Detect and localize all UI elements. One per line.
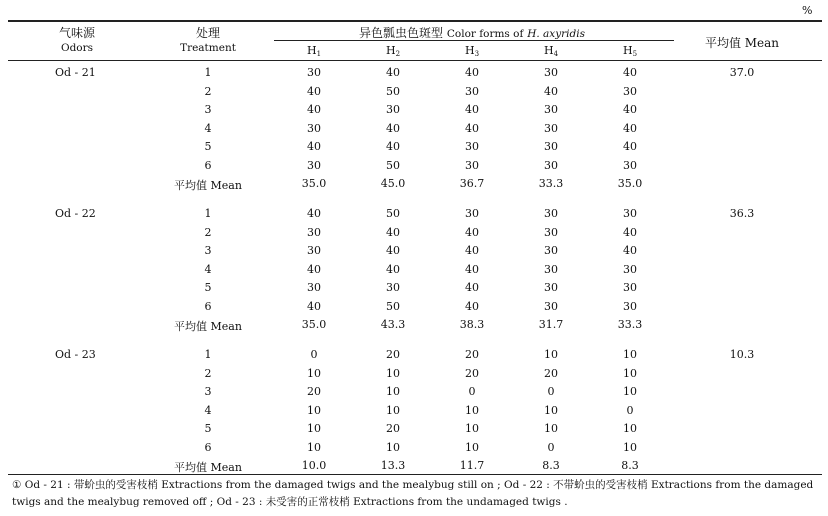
- table-cell: 0: [547, 440, 555, 454]
- treatment-number: 2: [204, 84, 212, 98]
- h-column-base: H: [464, 44, 475, 57]
- table-cell: 30: [544, 299, 558, 313]
- table-cell: 30: [386, 281, 400, 294]
- table-cell: 30: [465, 140, 479, 153]
- table-cell: 10: [386, 385, 400, 398]
- table-cell: 30: [623, 84, 637, 98]
- group-mean-value: 31.7: [538, 318, 564, 331]
- table-cell: 30: [386, 103, 400, 116]
- table-cell: 10: [623, 348, 637, 361]
- table-cell: 50: [386, 299, 400, 313]
- table-cell: 10: [307, 422, 321, 435]
- table-cell: 30: [544, 140, 558, 153]
- table-cell: 40: [386, 244, 400, 257]
- table-cell: 40: [465, 103, 479, 116]
- table-cell: 10: [307, 366, 321, 380]
- group-mean-value: 33.3: [538, 177, 564, 190]
- table-cell: 40: [307, 103, 321, 116]
- top-rule: [8, 20, 822, 22]
- group-mean-value: 35.0: [301, 318, 327, 331]
- group-mean-value: 43.3: [380, 318, 406, 331]
- footnote: ① Od - 21 : 带蚧虫的受害枝梢 Extractions from the damaged twigs and the mealybug still on ; Od - 22 : 不带蚧虫的受害枝梢 Extractions from the damaged twigs and the mealybug removed off ; Od - 23 : 未受害的正常枝梢 Extractions from the undamaged twigs .: [12, 479, 814, 508]
- h-column-header: [465, 44, 479, 58]
- table-cell: 0: [310, 348, 318, 361]
- odor-label: Od - 21: [55, 66, 96, 79]
- treatment-number: 1: [204, 348, 212, 361]
- h-column-base: H: [543, 44, 554, 57]
- table-cell: 30: [544, 121, 558, 135]
- table-cell: 40: [544, 84, 558, 98]
- species-name: H. axyridis: [527, 28, 585, 40]
- table-cell: 30: [307, 158, 321, 172]
- odor-label: Od - 22: [55, 207, 96, 220]
- table-cell: 40: [307, 84, 321, 98]
- table-cell: 40: [623, 225, 637, 239]
- group-mean-value: 45.0: [380, 177, 406, 190]
- table-cell: 30: [307, 244, 321, 257]
- treatment-number: 4: [204, 121, 212, 135]
- treatment-number: 4: [204, 262, 212, 276]
- h-column-header: [623, 44, 637, 58]
- color-forms-en: Color forms of: [446, 28, 524, 40]
- table-cell: 40: [623, 244, 637, 257]
- table-cell: 0: [626, 403, 634, 417]
- table-cell: 10: [465, 403, 479, 417]
- table-cell: 30: [307, 281, 321, 294]
- h-column-header: [307, 44, 321, 58]
- overall-mean: 10.3: [729, 348, 755, 361]
- table-cell: 50: [386, 84, 400, 98]
- table-cell: 40: [307, 299, 321, 313]
- table-cell: 30: [307, 121, 321, 135]
- color-forms-cn: 异色瓢虫色斑型: [359, 26, 444, 40]
- table-cell: 20: [465, 366, 479, 380]
- table-cell: 40: [386, 66, 400, 79]
- table-cell: 30: [544, 244, 558, 257]
- table-cell: 40: [465, 281, 479, 294]
- table-cell: 40: [465, 299, 479, 313]
- table-cell: 30: [465, 158, 479, 172]
- group-mean-label: 平均值 Mean: [174, 179, 242, 192]
- table-cell: 30: [307, 66, 321, 79]
- treatment-number: 1: [204, 66, 212, 79]
- table-cell: 10: [386, 366, 400, 380]
- table-cell: 50: [386, 158, 400, 172]
- group-mean-value: 33.3: [617, 318, 643, 331]
- color-forms-header: [359, 24, 585, 41]
- header-rule: [8, 60, 822, 61]
- group-mean-value: 13.3: [380, 459, 406, 472]
- overall-mean: 37.0: [729, 66, 755, 79]
- group-mean-label: 平均值 Mean: [174, 320, 242, 333]
- table-cell: 20: [386, 422, 400, 435]
- table-cell: 10: [465, 422, 479, 435]
- table-cell: 40: [465, 225, 479, 239]
- treatment-number: 5: [204, 281, 212, 294]
- table-cell: 30: [623, 158, 637, 172]
- table-cell: 30: [465, 84, 479, 98]
- treatment-number: 3: [204, 244, 212, 257]
- h-column-base: H: [306, 44, 317, 57]
- table-cell: 40: [465, 121, 479, 135]
- group-mean-value: 36.7: [459, 177, 485, 190]
- treatment-number: 6: [204, 440, 212, 454]
- table-cell: 40: [623, 103, 637, 116]
- table-cell: 20: [386, 348, 400, 361]
- treatment-number: 1: [204, 207, 212, 220]
- treatment-header-en: Treatment: [180, 42, 236, 54]
- table-cell: 40: [623, 66, 637, 79]
- table-cell: 30: [623, 281, 637, 294]
- treatment-number: 2: [204, 366, 212, 380]
- table-cell: 10: [544, 422, 558, 435]
- color-forms-underline: [274, 40, 674, 41]
- table-cell: 10: [623, 422, 637, 435]
- treatment-number: 5: [204, 422, 212, 435]
- treatment-number: 6: [204, 299, 212, 313]
- table-cell: 40: [623, 140, 637, 153]
- table-cell: 20: [307, 385, 321, 398]
- table-cell: 10: [386, 403, 400, 417]
- group-mean-value: 10.0: [301, 459, 327, 472]
- table-cell: 40: [623, 121, 637, 135]
- table-cell: 30: [544, 66, 558, 79]
- treatment-header-cn: 处理: [195, 26, 221, 40]
- group-mean-value: 8.3: [621, 459, 639, 472]
- h-column-subscript: 1: [316, 50, 322, 58]
- h-column-header: [544, 44, 558, 58]
- table-cell: 40: [386, 262, 400, 276]
- treatment-number: 3: [204, 385, 212, 398]
- table-cell: 0: [547, 385, 555, 398]
- overall-mean: 36.3: [729, 207, 755, 220]
- h-column-base: H: [385, 44, 396, 57]
- mean-header: 平均值 Mean: [704, 36, 780, 50]
- h-column-subscript: 4: [553, 50, 559, 58]
- table-cell: 10: [465, 440, 479, 454]
- treatment-number: 6: [204, 158, 212, 172]
- table-cell: 40: [465, 244, 479, 257]
- odor-label: Od - 23: [55, 348, 96, 361]
- treatment-number: 5: [204, 140, 212, 153]
- table-cell: 10: [307, 403, 321, 417]
- table-cell: 30: [623, 262, 637, 276]
- table-cell: 30: [623, 207, 637, 220]
- table-cell: 40: [386, 140, 400, 153]
- table-cell: 10: [307, 440, 321, 454]
- table-cell: 0: [468, 385, 476, 398]
- table-cell: 40: [386, 225, 400, 239]
- table-cell: 40: [465, 66, 479, 79]
- table-cell: 30: [623, 299, 637, 313]
- unit-label: %: [802, 4, 813, 17]
- treatment-number: 4: [204, 403, 212, 417]
- group-mean-value: 38.3: [459, 318, 485, 331]
- h-column-header: [386, 44, 400, 58]
- table-cell: 30: [307, 225, 321, 239]
- treatment-number: 3: [204, 103, 212, 116]
- table-cell: 30: [544, 103, 558, 116]
- table-cell: 40: [386, 121, 400, 135]
- table-cell: 30: [544, 225, 558, 239]
- treatment-number: 2: [204, 225, 212, 239]
- table-cell: 30: [544, 207, 558, 220]
- odor-header-en: Odors: [60, 42, 94, 54]
- h-column-subscript: 2: [395, 50, 401, 58]
- table-cell: 20: [465, 348, 479, 361]
- table-cell: 40: [307, 262, 321, 276]
- table-cell: 20: [544, 366, 558, 380]
- table-cell: 10: [386, 440, 400, 454]
- table-cell: 10: [623, 440, 637, 454]
- table-cell: 10: [623, 385, 637, 398]
- table-cell: 30: [465, 207, 479, 220]
- group-mean-label: 平均值 Mean: [174, 461, 242, 474]
- table-cell: 30: [544, 262, 558, 276]
- odor-header-cn: 气味源: [58, 26, 96, 40]
- group-mean-value: 8.3: [542, 459, 560, 472]
- bottom-rule: [8, 474, 822, 475]
- table-cell: 40: [307, 140, 321, 153]
- group-mean-value: 35.0: [301, 177, 327, 190]
- group-mean-value: 11.7: [459, 459, 485, 472]
- h-column-base: H: [622, 44, 633, 57]
- table-cell: 10: [544, 403, 558, 417]
- table-cell: 40: [465, 262, 479, 276]
- table-cell: 10: [544, 348, 558, 361]
- table-cell: 30: [544, 281, 558, 294]
- table-cell: 30: [544, 158, 558, 172]
- table-cell: 50: [386, 207, 400, 220]
- h-column-subscript: 5: [632, 50, 638, 58]
- group-mean-value: 35.0: [617, 177, 643, 190]
- h-column-subscript: 3: [474, 50, 480, 58]
- table-cell: 40: [307, 207, 321, 220]
- table-cell: 10: [623, 366, 637, 380]
